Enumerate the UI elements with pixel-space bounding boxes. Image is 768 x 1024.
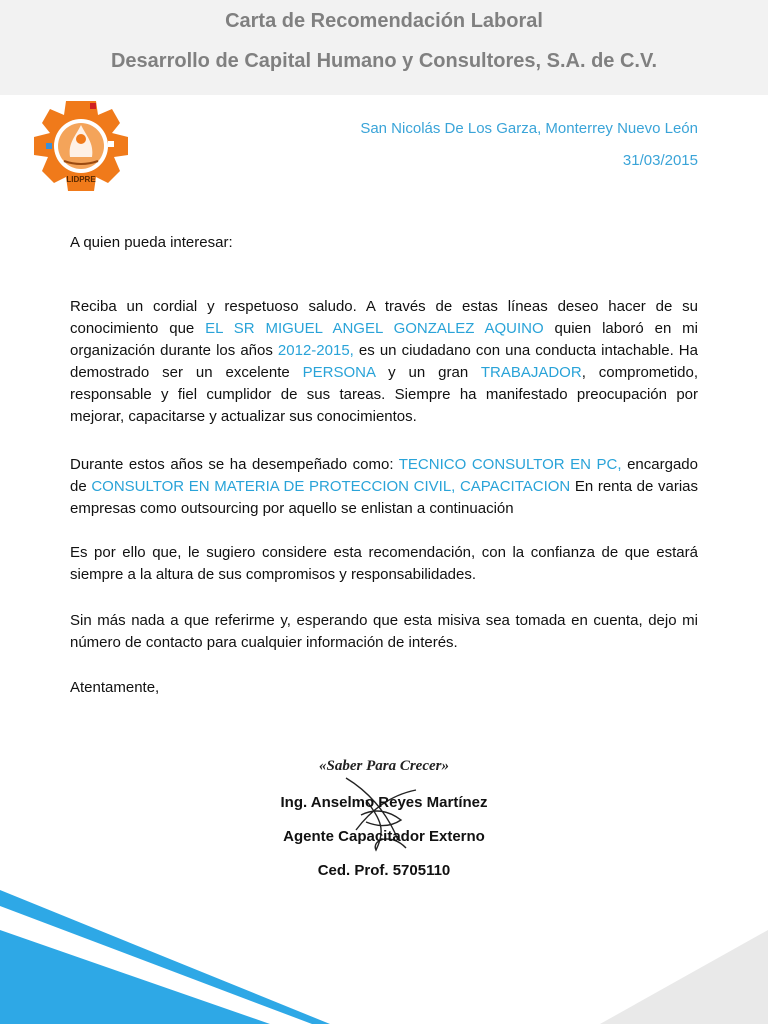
letter-date: 31/03/2015	[622, 152, 698, 169]
employment-years: 2012-2015,	[277, 342, 354, 359]
letter-place: San Nicolás De Los Garza, Monterrey Nuevo León	[360, 120, 698, 137]
handwritten-signature	[336, 770, 426, 860]
closing: Atentamente,	[70, 679, 160, 696]
motto: «Saber Para Crecer»	[319, 758, 449, 774]
lidpre-logo	[28, 95, 134, 195]
paragraph-role: Durante estos años se ha desempeñado como: TECNICO CONSULTOR EN PC, encargado de CONSULTOR EN MATERIA DE PROTECCION CIVIL, CAPACITACION En renta de varias empresas como outsourcing por aquello se enlistan a continuación	[70, 456, 698, 517]
employee-name: EL SR MIGUEL ANGEL GONZALEZ AQUINO	[205, 320, 544, 337]
paragraph-intro: Reciba un cordial y respetuoso saludo. A través de estas líneas deseo hacer de su conocimiento que EL SR MIGUEL ANGEL GONZALEZ AQUINO quien laboró en mi organización durante los años 2012-2015, es un ciudadano con una conducta intachable. Ha demostrado ser un excelente PERSONA y un gran TRABAJADOR, comprometido, responsable y fiel cumplidor de sus tareas. Siempre ha manifestado preocupación por mejorar, capacitarse y actualizar sus conocimientos.	[70, 298, 698, 425]
employee-duty: CONSULTOR EN MATERIA DE PROTECCION CIVIL, CAPACITACION	[91, 478, 571, 495]
paragraph-recommendation: Es por ello que, le sugiero considere esta recomendación, con la confianza de que estará siempre a la altura de sus compromisos y responsabilidades.	[70, 544, 698, 583]
employee-role: TECNICO CONSULTOR EN PC,	[398, 456, 622, 473]
signer-title: Agente Capacitador Externo	[283, 828, 485, 845]
logo-text: LIDPRE	[66, 175, 96, 184]
footer-decoration	[0, 870, 768, 1024]
paragraph-contact: Sin más nada a que referirme y, esperando que esta misiva sea tomada en cuenta, dejo mi número de contacto para cualquier información de interés.	[70, 612, 698, 651]
highlight-persona: PERSONA	[302, 364, 376, 381]
signer-cedula: Ced. Prof. 5705110	[317, 862, 451, 879]
letter-header	[0, 0, 768, 95]
signer-name: Ing. Anselmo Reyes Martínez	[280, 794, 488, 811]
company-name: Desarrollo de Capital Humano y Consultores, S.A. de C.V.	[110, 50, 658, 72]
highlight-trabajador: TRABAJADOR	[480, 364, 582, 381]
letter-title: Carta de Recomendación Laboral	[225, 10, 543, 32]
greeting: A quien pueda interesar:	[70, 234, 233, 251]
